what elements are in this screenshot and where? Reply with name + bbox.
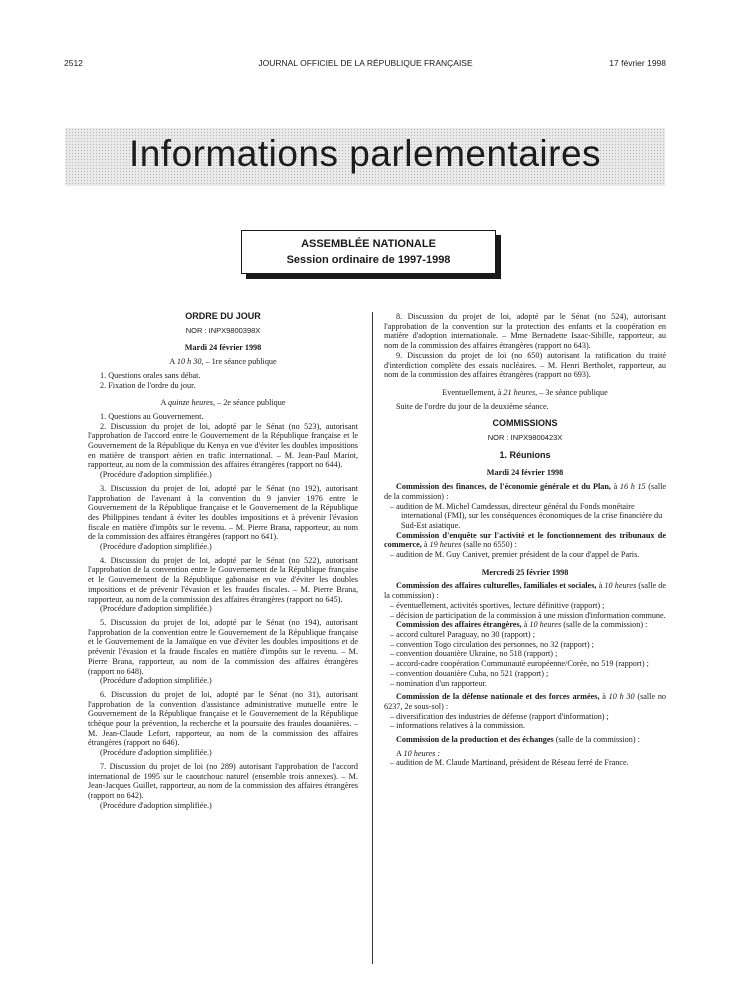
- procedure-note: (Procédure d'adoption simplifiée.): [100, 470, 212, 480]
- agenda-item: 2. Fixation de l'ordre du jour.: [100, 380, 196, 390]
- third-sitting-text: Suite de l'ordre du jour de la deuxième séance.: [396, 401, 549, 411]
- commission-item: – accord culturel Paraguay, no 30 (rapport) ;: [390, 629, 535, 639]
- commission-item: – convention douanière Cuba, no 521 (rapport) ;: [390, 668, 549, 678]
- commission-item: – nomination d'un rapporteur.: [390, 678, 487, 688]
- commission-time: 19 heures: [429, 540, 462, 550]
- commission-title: Commission des finances, de l'économie générale et du Plan,: [396, 482, 611, 492]
- agenda-item: 7. Discussion du projet de loi (no 289) autorisant l'approbation de l'accord international de 1995 sur le caoutchouc naturel (ensemble trois annexes). – M. Jean-Jacques Guillet, rapporteur, au nom de la commission des affaires étrangères (rapport no 642).: [88, 761, 358, 800]
- agenda-item: 1. Questions orales sans débat.: [100, 370, 201, 380]
- commission-heading: [384, 531, 666, 550]
- commission-item: – diversification des industries de défense (rapport d'information) ;: [390, 711, 609, 721]
- s2-time: quinze heures,: [168, 398, 216, 408]
- commissions-heading: COMMISSIONS: [492, 418, 558, 429]
- s1-time: 10 h 30,: [176, 357, 204, 367]
- commission-time: 10 heures: [529, 620, 562, 630]
- commission-a: à: [598, 581, 603, 591]
- left-column: [88, 312, 358, 810]
- s1-prefix: A: [169, 357, 175, 367]
- procedure-note: (Procédure d'adoption simplifiée.): [100, 604, 212, 614]
- commission-room: (salle de la commission) :: [384, 581, 667, 601]
- first-sitting-heading: [88, 357, 358, 367]
- commission-item: – audition de M. Michel Camdessus, directeur général du Fonds monétaire international (FMI), sur les conséquences économiques de la crise financière du Sud-Est asiatique.: [390, 501, 663, 530]
- s3-time: 21 heures,: [503, 387, 538, 397]
- commission-item: – convention Togo circulation des personnes, no 32 (rapport) ;: [390, 639, 594, 649]
- commission-a: à: [602, 692, 606, 702]
- commission-heading: [384, 581, 666, 600]
- commission-a: à: [613, 482, 618, 492]
- procedure-note: (Procédure d'adoption simplifiée.): [100, 748, 212, 758]
- day-heading: Mercredi 25 février 1998: [481, 567, 569, 577]
- s2-prefix: A: [160, 398, 166, 408]
- procedure-note: (Procédure d'adoption simplifiée.): [100, 800, 212, 810]
- s3-prefix: Eventuellement, à: [442, 387, 502, 397]
- commission-a: à: [523, 620, 528, 630]
- ordre-du-jour-heading: ORDRE DU JOUR: [185, 311, 261, 321]
- commission-subheading: [384, 749, 666, 759]
- commission-item: – audition de M. Guy Canivet, premier président de la cour d'appel de Paris.: [390, 550, 640, 560]
- commission-title: Commission d'enquête sur l'activité et le fonctionnement des tribunaux de commerce,: [384, 530, 666, 550]
- agenda-item: 8. Discussion du projet de loi, adopté par le Sénat (no 524), autorisant l'approbation de la convention sur la protection des enfants et la coopération en matière d'adoption internationale. – Mme Bernadette Isaac-Sibille, rapporteur, au nom de la commission des affaires étrangères (rapport no 643).: [384, 312, 666, 351]
- commission-room: (salle de la commission) :: [555, 735, 640, 745]
- s2-suffix: – 2e séance publique: [217, 398, 286, 408]
- procedure-note: (Procédure d'adoption simplifiée.): [100, 542, 212, 552]
- commission-item: – décision de participation de la commission à une mission d'information commune.: [390, 610, 666, 620]
- agenda-item: 6. Discussion du projet de loi, adopté par le Sénat (no 31), autorisant l'approbation de la convention d'assistance administrative mutuelle entre le Gouvernement de la République française et le Gouvernement de la République tchèque pour la prévention, la recherche et la poursuite des fraudes douanières. – M. Jean-Claude Lefort, rapporteur, au nom de la commission des affaires étrangères (rapport no 646).: [88, 689, 358, 748]
- commission-a: à: [423, 540, 428, 550]
- session-name: Session ordinaire de 1997-1998: [286, 254, 451, 266]
- right-column: [384, 312, 666, 768]
- agenda-item: 1. Questions au Gouvernement.: [100, 411, 204, 421]
- assembly-box: [241, 230, 496, 274]
- commission-item: – accord-cadre coopération Communauté européenne/Corée, no 519 (rapport) ;: [390, 659, 649, 669]
- page-number: 2512: [64, 58, 83, 68]
- s1-suffix: – 1re séance publique: [205, 357, 277, 367]
- agenda-item: 3. Discussion du projet de loi, adopté par le Sénat (no 192), autorisant l'approbation de l'avenant à la convention du 9 janvier 1976 entre le Gouvernement de la République française et le Gouvernement de la République des Philippines tendant à éviter les doubles impositions et à prévenir l'évasion fiscale en matière d'impôts sur le revenu. – M. Pierre Brana, rapporteur, au nom de la commission des affaires étrangères (rapport no 641).: [88, 483, 358, 542]
- day-heading: Mardi 24 février 1998: [184, 343, 262, 353]
- issue-date: 17 février 1998: [609, 58, 666, 68]
- assembly-name: ASSEMBLÉE NATIONALE: [301, 238, 436, 250]
- commission-sub-prefix: A: [396, 748, 402, 758]
- agenda-item: 5. Discussion du projet de loi, adopté par le Sénat (no 194), autorisant l'approbation de la convention entre le Gouvernement de la République française et le Gouvernement de la Jamaïque en vue d'éviter les doubles impositions et de prévenir l'évasion et la fraude fiscales en matière d'impôts sur le revenu. – M. Pierre Brana, rapporteur, au nom de la commission des affaires étrangères (rapport no 648).: [88, 617, 358, 676]
- reunions-heading: 1. Réunions: [499, 449, 551, 460]
- procedure-note: (Procédure d'adoption simplifiée.): [100, 676, 212, 686]
- commission-room: (salle no 6237, 2e sous-sol) :: [384, 692, 667, 711]
- agenda-item: 9. Discussion du projet de loi (no 650) autorisant la ratification du traité d'interdiction complète des essais nucléaires. – M. Henri Bertholet, rapporteur, au nom de la commission des affaires étrangères (rapport no 693).: [384, 350, 666, 380]
- commission-title: Commission de la production et des échanges: [396, 735, 554, 745]
- commission-heading: [384, 735, 666, 745]
- journal-title: JOURNAL OFFICIEL DE LA RÉPUBLIQUE FRANÇAISE: [258, 58, 473, 68]
- day-heading: Mardi 24 février 1998: [486, 468, 564, 478]
- commission-time: 10 h 30: [608, 692, 635, 702]
- commission-heading: [384, 482, 666, 501]
- third-sitting-heading: [384, 388, 666, 398]
- section-banner-title: Informations parlementaires: [128, 133, 602, 174]
- commission-room: (salle no 6550) :: [463, 540, 517, 550]
- nor-reference: NOR : INPX9800398X: [185, 325, 261, 335]
- commission-title: Commission des affaires étrangères,: [396, 620, 522, 630]
- commission-time: 10 heures :: [403, 748, 441, 758]
- commission-item: – audition de M. Claude Martinand, président de Réseau ferré de France.: [390, 758, 629, 768]
- commission-room: (salle de la commission) :: [384, 482, 667, 501]
- commission-time: 16 h 15: [619, 482, 646, 492]
- commission-title: Commission des affaires culturelles, familiales et sociales,: [396, 581, 597, 591]
- commission-item: – informations relatives à la commission.: [390, 721, 526, 731]
- nor-reference: NOR : INPX9800423X: [487, 433, 563, 443]
- commission-item: – convention douanière Ukraine, no 518 (rapport) ;: [390, 649, 558, 659]
- commission-time: 10 heures: [604, 581, 637, 591]
- s3-suffix: – 3e séance publique: [539, 387, 608, 397]
- commission-heading: [384, 620, 666, 630]
- commission-heading: [384, 692, 666, 711]
- column-divider: [372, 312, 373, 964]
- commission-room: (salle de la commission) :: [563, 620, 648, 630]
- second-sitting-heading: [88, 398, 358, 408]
- commission-title: Commission de la défense nationale et des forces armées,: [396, 692, 600, 702]
- agenda-item: 2. Discussion du projet de loi, adopté par le Sénat (no 523), autorisant l'approbation de l'accord entre le Gouvernement de la République française et le Gouvernement de la République du Kenya en vue d'éviter les doubles impositions en matière de transport aérien en trafic international. – M. Jean-Paul Mariot, rapporteur, au nom de la commission des affaires étrangères (rapport no 644).: [88, 421, 358, 470]
- commission-item: – éventuellement, activités sportives, lecture définitive (rapport) ;: [390, 600, 605, 610]
- agenda-item: 4. Discussion du projet de loi, adopté par le Sénat (no 522), autorisant l'approbation de la convention entre le Gouvernement de la République française et le Gouvernement de la République gabonaise en vue d'éviter les doubles impositions et de prévenir l'évasion et les fraudes fiscales. – M. Pierre Brana, rapporteur, au nom de la commission des affaires étrangères (rapport no 645).: [88, 555, 358, 604]
